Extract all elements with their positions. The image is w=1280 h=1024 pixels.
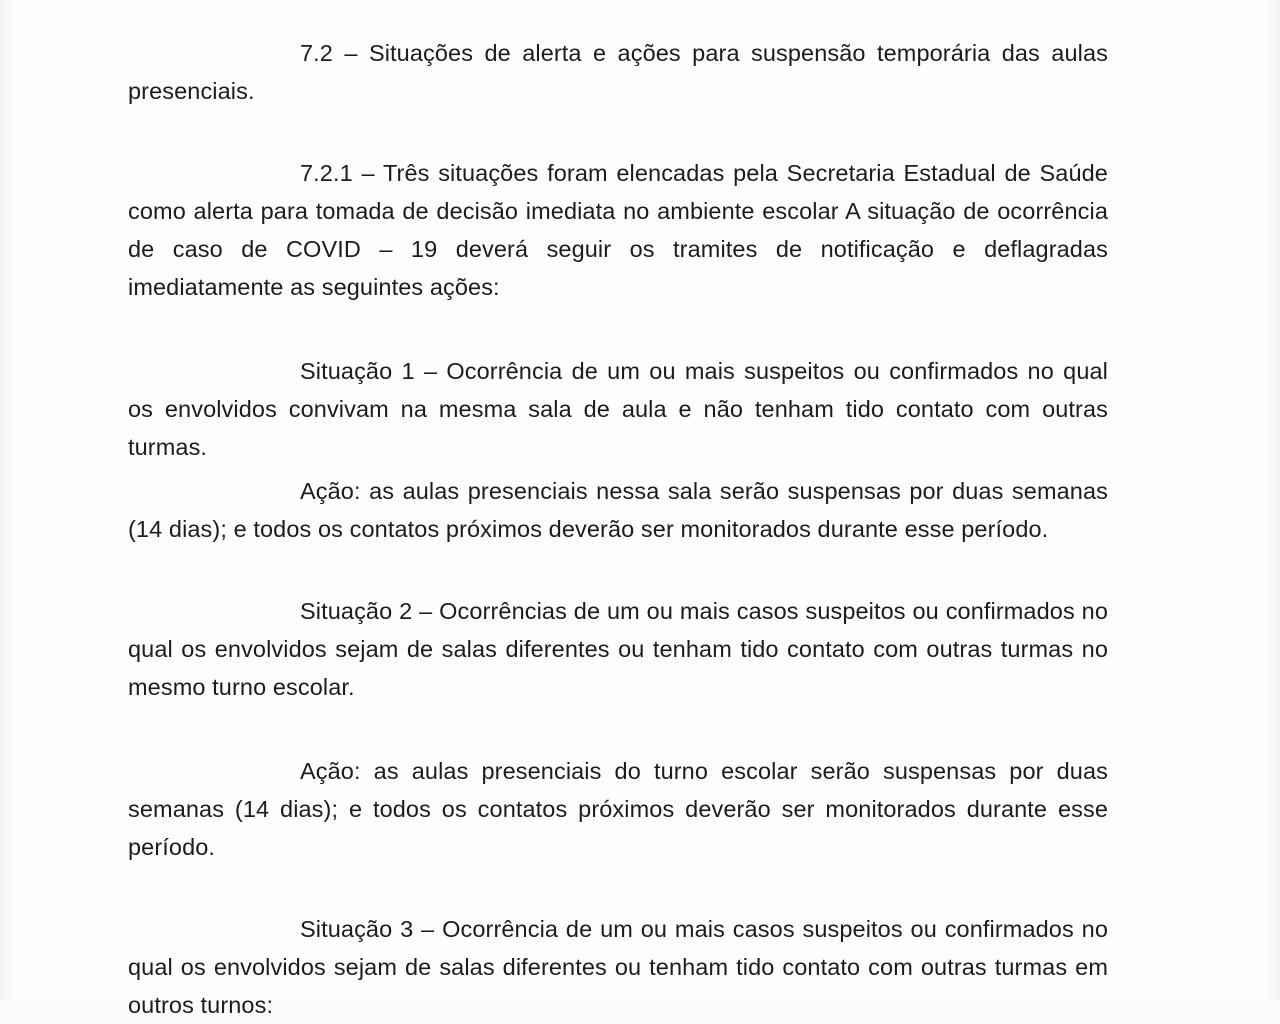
situation-1-paragraph (128, 352, 1108, 466)
situation-3-text: Ocorrência de um ou mais casos suspeitos ou confirmados no qual os envolvidos sejam de salas diferentes ou tenham tido contato com outras turmas em outros turnos: (128, 916, 1108, 1018)
situation-3-paragraph (128, 910, 1108, 1024)
situation-2-text: Ocorrências de um ou mais casos suspeitos ou confirmados no qual os envolvidos sejam de salas diferentes ou tenham tido contato com outras turmas no mesmo turno escolar. (128, 598, 1108, 700)
section-7-2-1-label: 7.2.1 – (300, 160, 375, 186)
situation-1-text: Ocorrência de um ou mais suspeitos ou confirmados no qual os envolvidos convivam na mesma sala de aula e não tenham tido contato com outras turmas. (128, 358, 1108, 460)
section-7-2-label: 7.2 – (300, 40, 358, 66)
action-1-text: as aulas presenciais nessa sala serão suspensas por duas semanas (14 dias); e todos os contatos próximos deverão ser monitorados durante esse período. (128, 478, 1108, 542)
situation-1-label: Situação 1 – (300, 358, 438, 384)
section-7-2-1-text: Três situações foram elencadas pela Secretaria Estadual de Saúde como alerta para tomada de decisão imediata no ambiente escolar A situação de ocorrência de caso de COVID – 19 deverá seguir os tramites de notificação e deflagradas imediatamente as seguintes ações: (128, 160, 1108, 300)
action-2-paragraph (128, 752, 1108, 866)
section-7-2-paragraph (128, 34, 1108, 110)
situation-2-paragraph (128, 592, 1108, 706)
action-2-label: Ação: (300, 758, 361, 784)
section-7-2-text: Situações de alerta e ações para suspensão temporária das aulas presenciais. (128, 40, 1108, 104)
section-7-2-1-paragraph (128, 154, 1108, 306)
action-1-label: Ação: (300, 478, 361, 504)
situation-3-label: Situação 3 – (300, 916, 435, 942)
situation-2-label: Situação 2 – (300, 598, 433, 624)
action-2-text: as aulas presenciais do turno escolar serão suspensas por duas semanas (14 dias); e todos os contatos próximos deverão ser monitorados durante esse período. (128, 758, 1108, 860)
action-1-paragraph (128, 472, 1108, 548)
